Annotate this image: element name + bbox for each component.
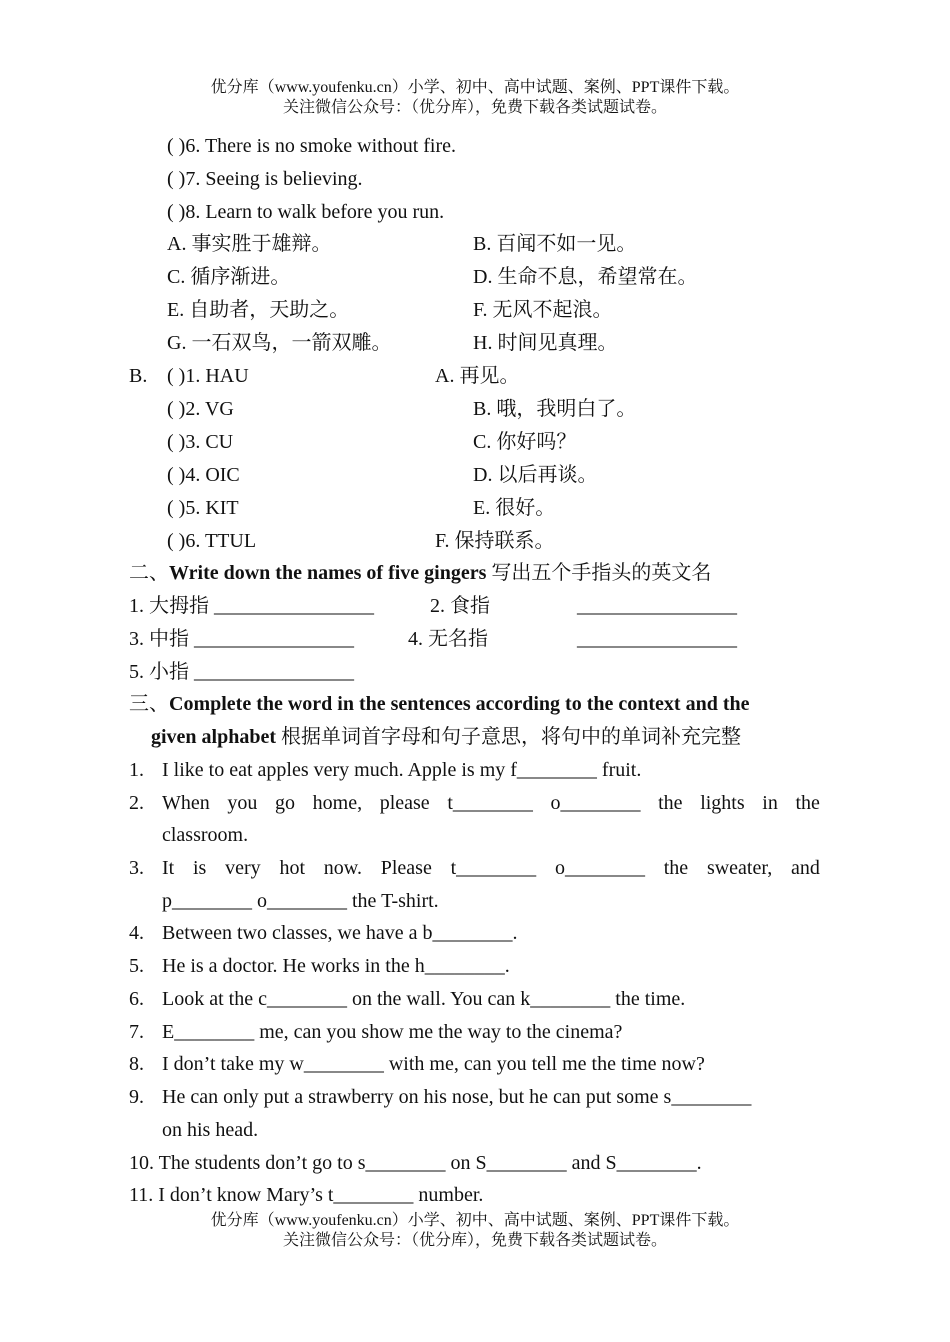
question-number: 9. xyxy=(129,1086,144,1108)
option-a: A. 事实胜于雄辩。 xyxy=(167,233,332,255)
abbr-item-1: ( )1. HAU xyxy=(167,365,249,387)
finger-4-blank: ________________ xyxy=(577,628,737,650)
question-4: Between two classes, we have a b________. xyxy=(162,922,518,944)
section-3-prefix: 三、 xyxy=(129,693,169,715)
finger-2-blank: ________________ xyxy=(577,595,737,617)
word: very xyxy=(225,857,261,879)
word: Please xyxy=(380,857,432,879)
word: o________ xyxy=(550,792,641,814)
question-number: 3. xyxy=(129,857,144,879)
question-2-line-2: classroom. xyxy=(162,824,249,846)
word: t________ xyxy=(447,792,533,814)
section-2-heading xyxy=(129,560,711,586)
word: home, xyxy=(312,792,363,814)
finger-2: 2. 食指 xyxy=(430,595,490,617)
word: the xyxy=(663,857,689,879)
word: please xyxy=(379,792,430,814)
word: It xyxy=(162,857,175,879)
abbr-item-4: ( )4. OIC xyxy=(167,464,240,486)
section-3-heading-line-2 xyxy=(151,724,741,750)
section-3-title-en-1: Complete the word in the sentences according to the context and the xyxy=(169,693,750,715)
question-11: 11. I don’t know Mary’s t________ number. xyxy=(129,1184,484,1206)
option-h: H. 时间见真理。 xyxy=(473,332,618,354)
option-g: G. 一石双鸟，一箭双雕。 xyxy=(167,332,392,354)
abbr-option-b: B. 哦，我明白了。 xyxy=(473,398,637,420)
page-header-line-2: 关注微信公众号：（优分库），免费下载各类试题试卷。 xyxy=(282,99,667,116)
word: in xyxy=(762,792,778,814)
question-number: 6. xyxy=(129,988,144,1010)
question-number: 7. xyxy=(129,1021,144,1043)
proverb-item-8: ( )8. Learn to walk before you run. xyxy=(167,201,445,223)
question-1: I like to eat apples very much. Apple is my f________ fruit. xyxy=(162,759,642,781)
abbr-item-5: ( )5. KIT xyxy=(167,497,239,519)
question-8: I don’t take my w________ with me, can you tell me the time now? xyxy=(162,1053,705,1075)
finger-5: 5. 小指 ________________ xyxy=(129,661,354,683)
question-9-line-2: on his head. xyxy=(162,1119,259,1141)
word: go xyxy=(275,792,296,814)
abbr-option-e: E. 很好。 xyxy=(473,497,556,519)
option-d: D. 生命不息，希望常在。 xyxy=(473,266,698,288)
question-number: 1. xyxy=(129,759,144,781)
finger-1: 1. 大拇指 ________________ xyxy=(129,595,374,617)
page-footer-line-1: 优分库（www.youfenku.cn）小学、初中、高中试题、案例、PPT课件下载。 xyxy=(210,1212,740,1229)
page-footer-line-2: 关注微信公众号：（优分库），免费下载各类试题试卷。 xyxy=(282,1232,667,1249)
finger-4: 4. 无名指 xyxy=(408,628,488,650)
word: When xyxy=(162,792,210,814)
word: the xyxy=(658,792,683,814)
abbr-item-2: ( )2. VG xyxy=(167,398,234,420)
option-f: F. 无风不起浪。 xyxy=(473,299,613,321)
word: you xyxy=(227,792,258,814)
proverb-item-6: ( )6. There is no smoke without fire. xyxy=(167,135,457,157)
question-9-line-1: He can only put a strawberry on his nose, but he can put some s________ xyxy=(162,1086,752,1108)
abbr-item-6: ( )6. TTUL xyxy=(167,530,257,552)
question-number: 8. xyxy=(129,1053,144,1075)
abbr-option-d: D. 以后再谈。 xyxy=(473,464,598,486)
section-2-prefix: 二、 xyxy=(129,562,169,584)
proverb-item-7: ( )7. Seeing is believing. xyxy=(167,168,363,190)
question-number: 5. xyxy=(129,955,144,977)
word: the xyxy=(795,792,820,814)
section-3-heading-line-1 xyxy=(129,691,749,717)
section-3-title-cn: 根据单词首字母和句子意思，将句中的单词补充完整 xyxy=(276,726,742,748)
question-6: Look at the c________ on the wall. You can k________ the time. xyxy=(162,988,686,1010)
question-7: E________ me, can you show me the way to the cinema? xyxy=(162,1021,623,1043)
option-c: C. 循序渐进。 xyxy=(167,266,291,288)
word: hot xyxy=(279,857,306,879)
word: sweater, xyxy=(706,857,773,879)
word: lights xyxy=(700,792,745,814)
abbr-item-3: ( )3. CU xyxy=(167,431,234,453)
question-3-line-1 xyxy=(162,855,820,881)
option-e: E. 自助者，天助之。 xyxy=(167,299,350,321)
finger-3: 3. 中指 ________________ xyxy=(129,628,354,650)
page-header-line-1: 优分库（www.youfenku.cn）小学、初中、高中试题、案例、PPT课件下载。 xyxy=(210,79,740,96)
section-3-title-en-2: given alphabet xyxy=(151,726,277,748)
question-2-line-1 xyxy=(162,790,820,816)
question-5: He is a doctor. He works in the h________. xyxy=(162,955,510,977)
abbr-option-f: F. 保持联系。 xyxy=(435,530,555,552)
question-number: 2. xyxy=(129,792,144,814)
option-b: B. 百闻不如一见。 xyxy=(473,233,637,255)
word: is xyxy=(193,857,207,879)
word: now. xyxy=(323,857,362,879)
word: and xyxy=(791,857,820,879)
question-3-line-2: p________ o________ the T-shirt. xyxy=(162,890,439,912)
question-10: 10. The students don’t go to s________ on S________ and S________. xyxy=(129,1152,702,1174)
section-2-title-cn: 写出五个手指头的英文名 xyxy=(486,562,712,584)
abbr-option-c: C. 你好吗？ xyxy=(473,431,577,453)
question-number: 4. xyxy=(129,922,144,944)
word: o________ xyxy=(554,857,645,879)
part-b-label: B. xyxy=(129,365,148,387)
abbr-option-a: A. 再见。 xyxy=(435,365,520,387)
section-2-title-en: Write down the names of five gingers xyxy=(169,562,487,584)
word: t________ xyxy=(450,857,537,879)
